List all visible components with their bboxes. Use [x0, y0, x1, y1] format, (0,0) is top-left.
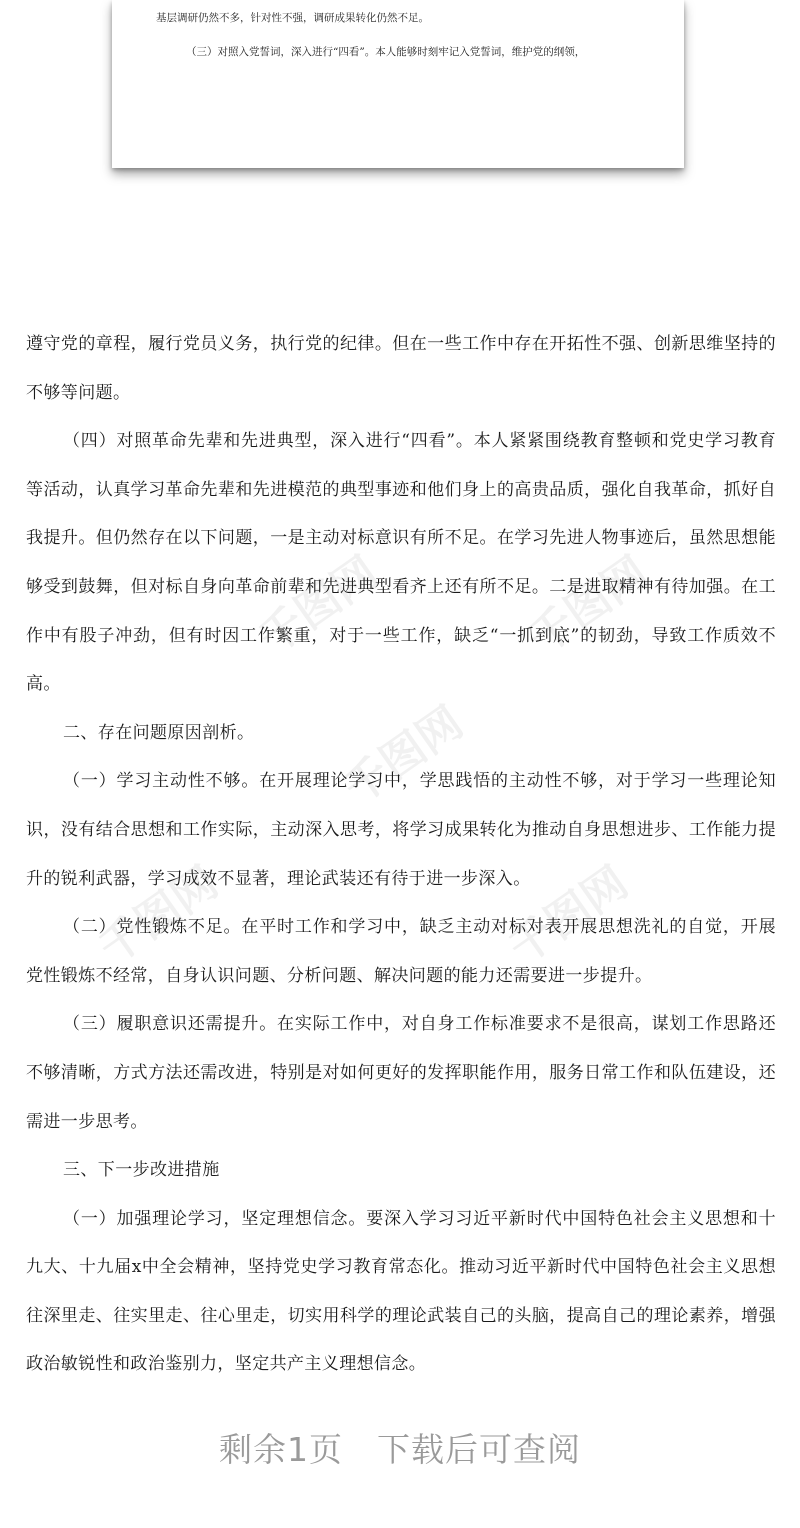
section-heading: 三、下一步改进措施 — [63, 1160, 220, 1181]
watermark: 千图网 — [249, 546, 388, 665]
document-preview-card — [112, 0, 684, 168]
download-to-view-label[interactable]: 下载后可查阅 — [377, 1430, 581, 1469]
paragraph: （二）党性锻炼不足。在平时工作和学习中，缺乏主动对标对表开展思想洗礼的自觉，开展党性锻炼不经常，自身认识问题、分析问题、解决问题的能力还需要进一步提升。 — [26, 917, 776, 986]
watermark: 千图网 — [519, 546, 658, 665]
remaining-pages-label[interactable]: 剩余1页 — [219, 1430, 343, 1469]
watermark: 千图网 — [499, 856, 638, 975]
watermark: 千图网 — [334, 696, 473, 815]
paragraph: （一）加强理论学习，坚定理想信念。要深入学习习近平新时代中国特色社会主义思想和十九大、十九届x中全会精神，坚持党史学习教育常态化。推动习近平新时代中国特色社会主义思想往深里走、往实里走、往心里走，切实用科学的理论武装自己的头脑，提高自己的理论素养，增强政治敏锐性和政治鉴别力，坚定共产主义理想信念。 — [26, 1208, 776, 1375]
watermark: 千图网 — [89, 856, 228, 975]
paragraph: （一）学习主动性不够。在开展理论学习中，学思践悟的主动性不够，对于学习一些理论知识，没有结合思想和工作实际，主动深入思考，将学习成果转化为推动自身思想进步、工作能力提升的锐利武器，学习成效不显著，理论武装还有待于进一步深入。 — [26, 771, 776, 889]
preview-line-2: （三）对照入党誓词，深入进行“四看”。本人能够时刻牢记入党誓词，维护党的纲领， — [186, 46, 586, 58]
paragraph: （四）对照革命先辈和先进典型，深入进行“四看”。本人紧紧围绕教育整顿和党史学习教育等活动，认真学习革命先辈和先进模范的典型事迹和他们身上的高贵品质，强化自我革命，抓好自我提升。但仍然存在以下问题，一是主动对标意识有所不足。在学习先进人物事迹后，虽然思想能够受到鼓舞，但对标自身向革命前辈和先进典型看齐上还有所不足。二是进取精神有待加强。在工作中有股子冲劲，但有时因工作繁重，对于一些工作，缺乏“一抓到底”的韧劲，导致工作质效不高。 — [26, 431, 776, 695]
paragraph: （三）履职意识还需提升。在实际工作中，对自身工作标准要求不是很高，谋划工作思路还不够清晰，方式方法还需改进，特别是对如何更好的发挥职能作用，服务日常工作和队伍建设，还需进一步思考。 — [26, 1014, 776, 1132]
paragraph: 遵守党的章程，履行党员义务，执行党的纪律。但在一些工作中存在开拓性不强、创新思维坚持的不够等问题。 — [26, 334, 776, 403]
document-body — [26, 320, 776, 1389]
section-heading: 二、存在问题原因剖析。 — [63, 722, 255, 743]
download-prompt[interactable] — [0, 1424, 800, 1471]
preview-line-1: 基层调研仍然不多，针对性不强，调研成果转化仍然不足。 — [156, 12, 429, 24]
